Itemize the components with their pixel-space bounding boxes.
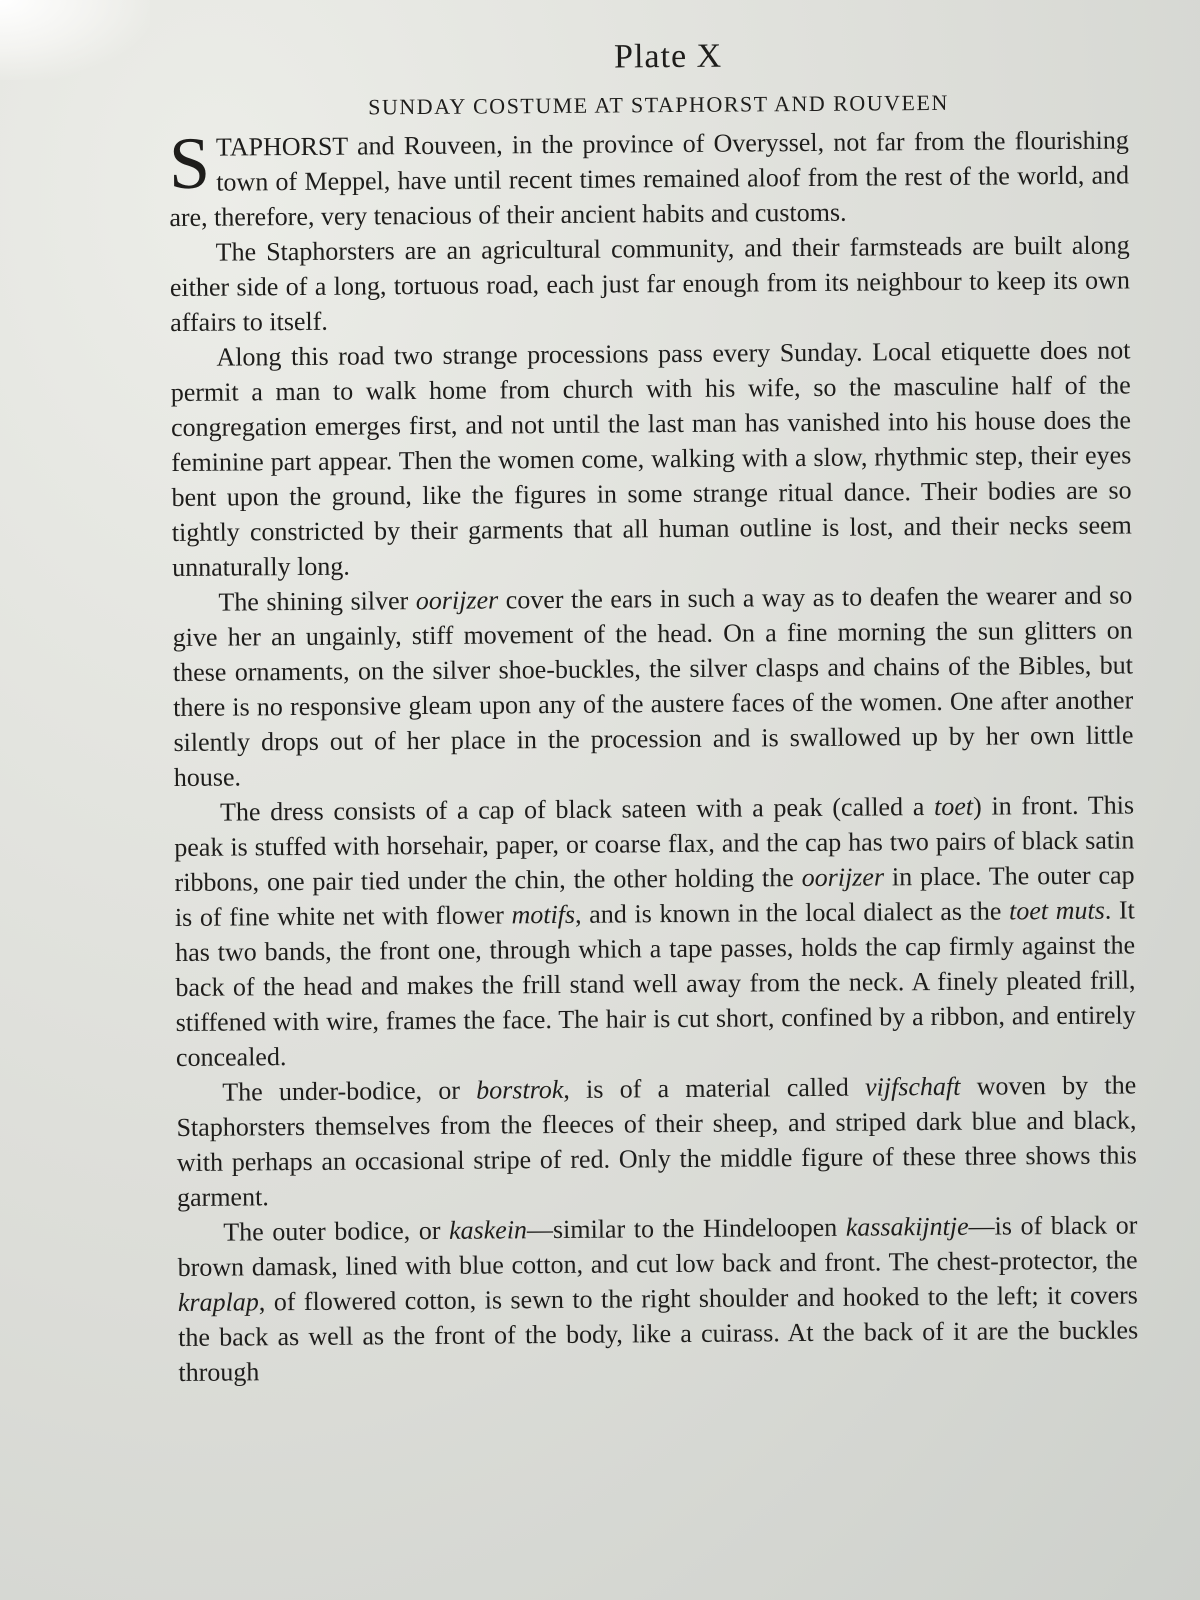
text-run: The dress consists of a cap of black sateen with a peak (called a xyxy=(219,792,935,827)
text-run: , and is known in the local dialect as the xyxy=(574,896,1010,929)
paragraph xyxy=(177,1207,1138,1390)
italic-term: kaskein xyxy=(448,1215,528,1245)
italic-term: oorijzer xyxy=(801,862,885,893)
paragraph xyxy=(172,577,1134,795)
page-content xyxy=(168,34,1139,1389)
italic-term: vijfschaft xyxy=(864,1071,961,1102)
plate-title: Plate X xyxy=(613,37,723,76)
text-run: The outer bodice, or xyxy=(223,1215,450,1247)
italic-term: borstrok xyxy=(476,1074,564,1105)
text-run: TAPHORST and Rouveen, in the province of Overyssel, not far from the flourishing town of Meppel, have until recent times remained aloof from the rest of the world, and are, therefore, very tenacious of their ancient habits and customs. xyxy=(169,125,1130,232)
italic-term: toet muts xyxy=(1008,895,1105,926)
italic-term: kraplap xyxy=(177,1287,259,1317)
text-run: in place. The outer cap is of fine white net with flower xyxy=(174,860,1135,932)
paragraph xyxy=(174,787,1136,1075)
paragraph xyxy=(176,1067,1137,1215)
text-run: The shining silver xyxy=(218,586,416,617)
text-run: Along this road two strange processions pass every Sunday. Local etiquette does not permit a man to walk home from church with his wife, so the masculine half of the congregation emerges first, and not until the last man has vanished into his house does the feminine part appear. Then the women come, walking with a slow, rhythmic step, their eyes bent upon the ground, like the figures in some strange ritual dance. Their bodies are so tightly constricted by their garments that all human outline is lost, and their necks seem unnaturally long. xyxy=(170,335,1132,582)
paragraph xyxy=(169,122,1130,235)
text-run: woven by the Staphorsters themselves from the fleeces of their sheep, and striped dark blue and black, with perhaps an occasional stripe of red. Only the middle figure of these three shows this garment. xyxy=(176,1070,1137,1212)
page-corner-highlight xyxy=(0,0,150,80)
text-run: The under-bodice, or xyxy=(222,1075,477,1107)
paragraph xyxy=(170,332,1132,585)
italic-term: toet xyxy=(933,791,974,822)
body-text xyxy=(169,122,1139,1390)
text-run: , of flowered cotton, is sewn to the right shoulder and hooked to the left; it covers the back as well as the front of the body, like a cuirass. At the back of it are the buckles through xyxy=(178,1280,1139,1387)
drop-cap: S xyxy=(168,122,211,205)
text-run: —is of black or brown damask, lined with blue cotton, and cut low back and front. The chest-protector, the xyxy=(177,1210,1138,1282)
italic-term: kassakijntje xyxy=(845,1211,969,1242)
text-run: , is of a material called xyxy=(563,1072,866,1104)
paragraph xyxy=(170,227,1131,340)
text-run: cover the ears in such a way as to deafen the wearer and so give her an ungainly, stiff movement of the head. On a fine morning the sun glitters on these ornaments, on the silver shoe-buckles, the silver clasps and chains of the Bibles, but there is no responsive gleam upon any of the austere faces of the women. One after another silently drops out of her place in the procession and is swallowed up by her own little house. xyxy=(172,580,1134,792)
text-run: ) in front. This peak is stuffed with horsehair, paper, or coarse flax, and the cap has two pairs of black satin ribbons, one pair tied under the chin, the other holding the xyxy=(174,790,1135,897)
italic-term: motifs xyxy=(511,899,576,930)
text-run: . It has two bands, the front one, through which a tape passes, holds the cap firmly against the back of the head and makes the frill stand well away from the neck. A finely pleated frill, stiffened with wire, frames the face. The hair is cut short, confined by a ribbon, and entirely concealed. xyxy=(175,895,1136,1072)
text-run: —similar to the Hindeloopen xyxy=(526,1212,846,1245)
plate-subtitle: SUNDAY COSTUME AT STAPHORST AND ROUVEEN xyxy=(368,89,949,120)
italic-term: oorijzer xyxy=(415,585,499,616)
text-run: The Staphorsters are an agricultural community, and their farmsteads are built along either side of a long, tortuous road, each just far enough from its neighbour to keep its own affairs to itself. xyxy=(169,230,1131,337)
